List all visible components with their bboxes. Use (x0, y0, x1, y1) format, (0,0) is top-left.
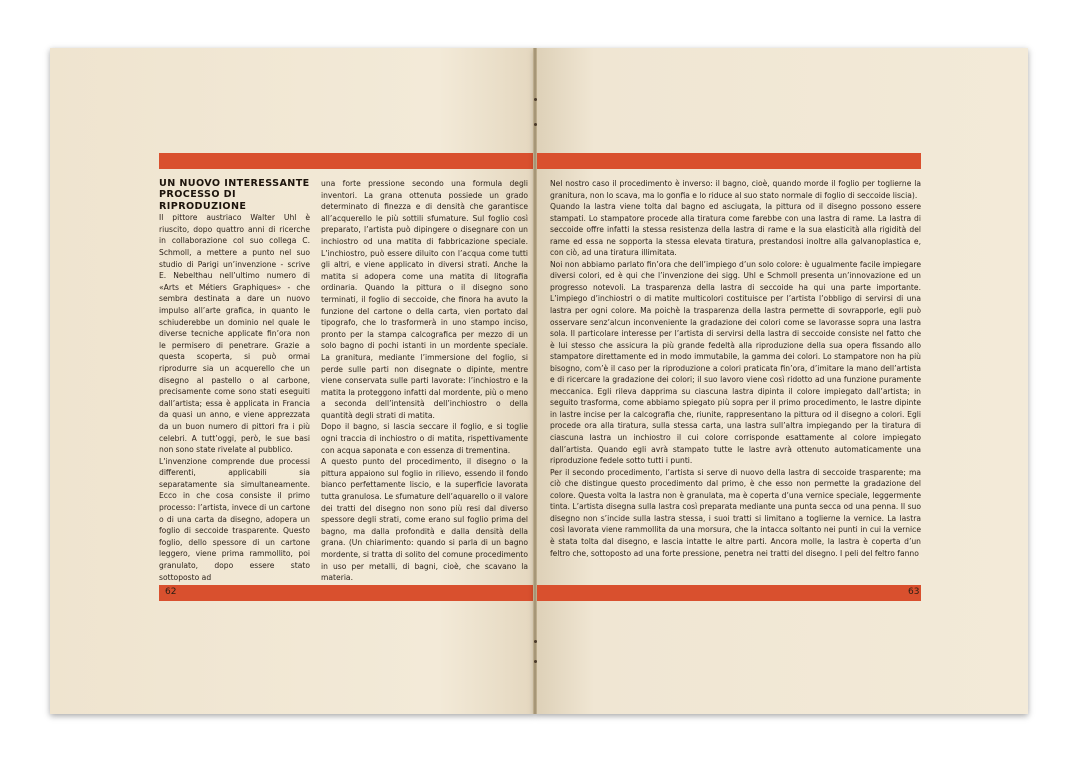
article-column-2 (321, 178, 528, 584)
staple-mark (534, 98, 537, 101)
paragraph: Noi non abbiamo parlato fin’ora che dell’impiego d’un solo colore: è ugualmente facile impiegare diversi colori, ed è qui che l’invenzione dei sigg. Uhl e Schmoll presenta un’innovazione ed un progresso notevoli. La trasparenza della lastra di seccoide ha qui una parte importante. L’impiego d’inchiostri o di matite multicolori costituisce per l’artista l’obbligo di servirsi di una lastra per ogni colore. Ma poichè la trasparenza della lastra permette di sovrapporle, egli può osservare senz’alcun inconveniente la gradazione dei colori come se lavorasse sopra una lastra sola. Il particolare interesse per l’artista di servirsi della lastra di seccoide consiste nel fatto che è lui stesso che assicura la più grande fedeltà alla riproduzione della sua opera fissando allo stampatore direttamente ed in modo immutabile, la gamma dei colori. Lo stampatore non ha più bisogno, com’è il caso per la riproduzione a colori praticata fin’ora, d’imitare la mano dell’artista e di ricercare la gradazione dei colori; il suo lavoro viene così ridotto ad una funzione puramente meccanica. Egli rileva dapprima su ciascuna lastra dipinta il colore impiegato dall’artista; in seguito trasforma, come abbiamo spiegato più sopra per il primo procedimento, le lastre dipinte in lastre incise per la calcografia che, riunite, rappresentano la pittura od il disegno a colori. Egli procede ora alla tiratura, sulla stessa carta, una lastra sull’altra impiegando per la tiratura di ciascuna lastra un inchiostro il cui colore corrisponde esattamente al colore impiegato dall’artista. Quando egli avrà stampato tutte le lastre avrà ottenuto automaticamente una riproduzione fedele sotto tutti i punti. (550, 259, 921, 466)
bottom-red-band (535, 585, 921, 601)
left-page (50, 48, 535, 714)
paragraph: Quando la lastra viene tolta dal bagno ed asciugata, la pittura od il disegno possono essere stampati. Lo stampatore procede alla tiratura come farebbe con una lastra di rame. La lastra di seccoide offre infatti la stessa resistenza della lastra di rame e la sua elasticità alla rigidità del rame ed essa ne sopporta la stessa elevata tiratura, prestandosi inoltre alla galvanoplastica e, con ciò, ad una tiratura illimitata. (550, 202, 921, 258)
article-title-line-2: PROCESSO DI RIPRODUZIONE (159, 189, 247, 212)
staple-mark (534, 640, 537, 643)
paragraph: una forte pressione secondo una formula degli inventori. La grana ottenuta possiede un grado determinato di finezza e di densità che garantisce all’acquerello le più sottili sfumature. Sul foglio così preparato, l’artista può dipingere o disegnare con un inchiostro od una matita di fabbricazione speciale. L’inchiostro, può essere diluito con l’acqua come tutti gli altri, e viene applicato in diversi strati. Anche la matita si adopera come una matita di litografia ordinaria. Quando la pittura o il disegno sono terminati, il foglio di seccoide, che finora ha avuto la funzione del cartone o della carta, vien portato dal tipografo, che lo trasformerà in uno stampo inciso, pronto per la stampa calcografica per mezzo di un solo bagno di pochi istanti in un mordente speciale. La granitura, mediante l’immersione del foglio, si perde sulle parti non disegnate o dipinte, mentre viene conservata sulle parti lavorate: l’inchiostro e la matita la proteggono infatti dal mordente, più o meno a seconda dell’intensità dell’inchiostro o della quantità degli strati di matita. (321, 179, 528, 420)
bottom-red-band (159, 585, 535, 601)
article-title-line-1: UN NUOVO INTERESSANTE (159, 178, 310, 189)
binding-gutter (533, 48, 537, 714)
paragraph: L’invenzione comprende due processi differenti, applicabili sia separatamente sia simultaneamente. Ecco in che cosa consiste il primo processo: l’artista, invece di un cartone o di una carta da disegno, adopera un foglio di seccoide trasparente. Questo foglio, dello spessore di un cartone leggero, viene prima rammollito, poi granulato, dopo essere stato sottoposto ad (159, 456, 310, 582)
right-page (535, 48, 1028, 714)
staple-mark (534, 123, 537, 126)
top-red-band (159, 153, 535, 169)
staple-mark (534, 660, 537, 663)
top-red-band (535, 153, 921, 169)
page-number-right: 63 (908, 587, 920, 597)
paragraph: Dopo il bagno, si lascia seccare il foglio, e si toglie ogni traccia di inchiostro o di matita, rispettivamente con acqua saponata e con essenza di trementina. (321, 422, 528, 455)
page-number-left: 62 (165, 587, 177, 597)
paragraph: Per il secondo procedimento, l’artista si serve di nuovo della lastra di seccoide trasparente; ma ciò che distingue questo procedimento dal primo, è che esso non permette la gradazione del colore. Questa volta la lastra non è granulata, ma è coperta d’una vernice speciale, leggermente tinta. L’artista disegna sulla lastra così preparata mediante una punta secca od una penna. Il suo disegno non s’incide sulla lastra stessa, i suoi tratti si limitano a toglierne la vernice. La lastra così lavorata viene rammollita da una morsura, che la intacca soltanto nei punti in cui la vernice è stata tolta dal disegno, e lascia intatte le altre parti. Ancora molle, la lastra è coperta d’un feltro che, sottoposto ad una forte pressione, penetra nei tratti del disegno. I peli del feltro fanno (550, 467, 921, 558)
article-column-3 (550, 178, 921, 559)
paragraph: Nel nostro caso il procedimento è inverso: il bagno, cioè, quando morde il foglio per toglierne la granitura, non lo scava, ma lo gonfia e lo riduce al suo stato normale di foglio di seccoide liscia). (550, 179, 921, 200)
paragraph: Il pittore austriaco Walter Uhl è riuscito, dopo quattro anni di ricerche in collaborazione col suo collega C. Schmoll, a mettere a punto nel suo studio di Parigi un’invenzione - scrive E. Nebelthau nell’ultimo numero di «Arts et Métiers Graphiques» - che sembra destinata a dare un nuovo impulso all’arte grafica, in quanto le schiuderebbe un dominio nel quale le diverse tecniche applicate fin’ora non le permisero di penetrare. Grazie a questa scoperta, si può ormai riprodurre sia un acquerello che un disegno al pastello o al carbone, precisamente come sono stati eseguiti dall’artista; essa è applicata in Francia da quasi un anno, e viene apprezzata da un buon numero di pittori fra i più celebri. A tutt’oggi, però, le sue basi non sono state rivelate al pubblico. (159, 213, 310, 455)
paragraph: A questo punto del procedimento, il disegno o la pittura appaiono sul foglio in rilievo, essendo il fondo bianco perfettamente liscio, e la superficie lavorata tutta granulosa. Le sfumature dell’aquarello o il valore dei tratti del disegno non sono più resi dal diverso spessore degli strati, come erano sul foglio prima del bagno, ma dalla profondità e dalla densità della grana. (Un chiarimento: quando si parla di un bagno mordente, si tratta di solito del comune procedimento in uso per metalli, di bagni, cioè, che scavano la materia. (321, 457, 528, 583)
article-column-1 (159, 178, 310, 583)
